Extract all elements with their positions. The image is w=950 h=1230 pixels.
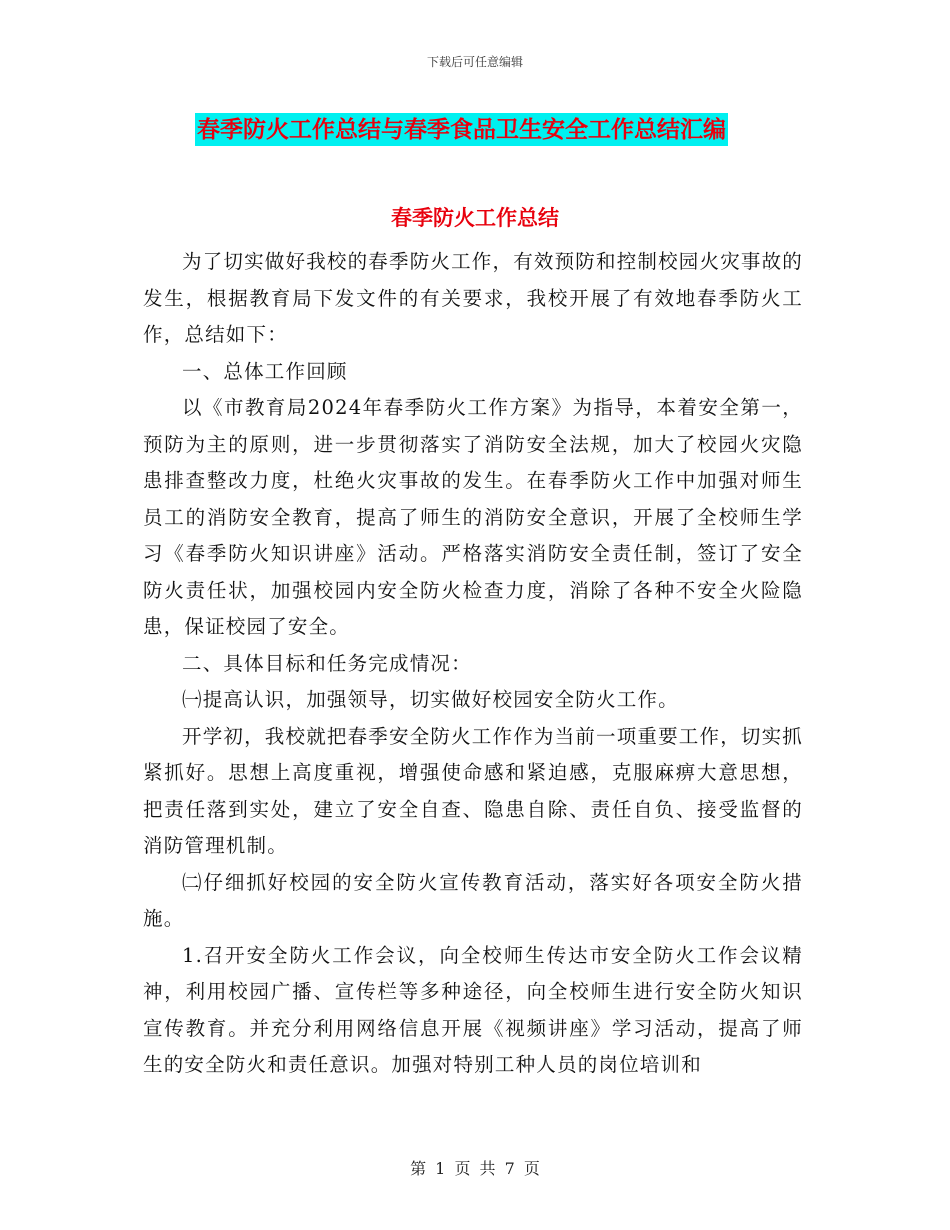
page-footer: 第 1 页 共 7 页 (410, 1159, 540, 1178)
paragraph: 1.召开安全防火工作会议，向全校师生传达市安全防火工作会议精神，利用校园广播、宣传栏等多种途径，向全校师生进行安全防火知识宣传教育。并充分利用网络信息开展《视频讲座》学习活动，提高了师生的安全防火和责任意识。加强对特别工种人员的岗位培训和 (143, 943, 803, 1076)
paragraph: 开学初，我校就把春季安全防火工作作为当前一项重要工作，切实抓紧抓好。思想上高度重视，增强使命感和紧迫感，克服麻痹大意思想，把责任落到实处，建立了安全自查、隐患自除、责任自负、接受监督的消防管理机制。 (143, 724, 804, 857)
section-title: 春季防火工作总结 (391, 205, 559, 230)
paragraph: 二、具体目标和任务完成情况： (182, 651, 472, 675)
main-title: 春季防火工作总结与春季食品卫生安全工作总结汇编 (195, 113, 728, 146)
document-body (143, 244, 803, 1084)
paragraph: 以《市教育局2024年春季防火工作方案》为指导，本着安全第一，预防为主的原则，进一步贯彻落实了消防安全法规，加大了校园火灾隐患排查整改力度，杜绝火灾事故的发生。在春季防火工作中加强对师生员工的消防安全教育，提高了师生的消防安全意识，开展了全校师生学习《春季防火知识讲座》活动。严格落实消防安全责任制，签订了安全防火责任状，加强校园内安全防火检查力度，消除了各种不安全火险隐患，保证校园了安全。 (143, 396, 803, 638)
paragraph: 一、总体工作回顾 (182, 359, 348, 383)
header-note: 下载后可任意编辑 (426, 55, 523, 69)
paragraph: ㈡仔细抓好校园的安全防火宣传教育活动，落实好各项安全防火措施。 (143, 870, 803, 930)
paragraph: ㈠提高认识，加强领导，切实做好校园安全防火工作。 (182, 688, 679, 711)
paragraph: 为了切实做好我校的春季防火工作，有效预防和控制校园火灾事故的发生，根据教育局下发文件的有关要求，我校开展了有效地春季防火工作，总结如下： (143, 250, 804, 346)
